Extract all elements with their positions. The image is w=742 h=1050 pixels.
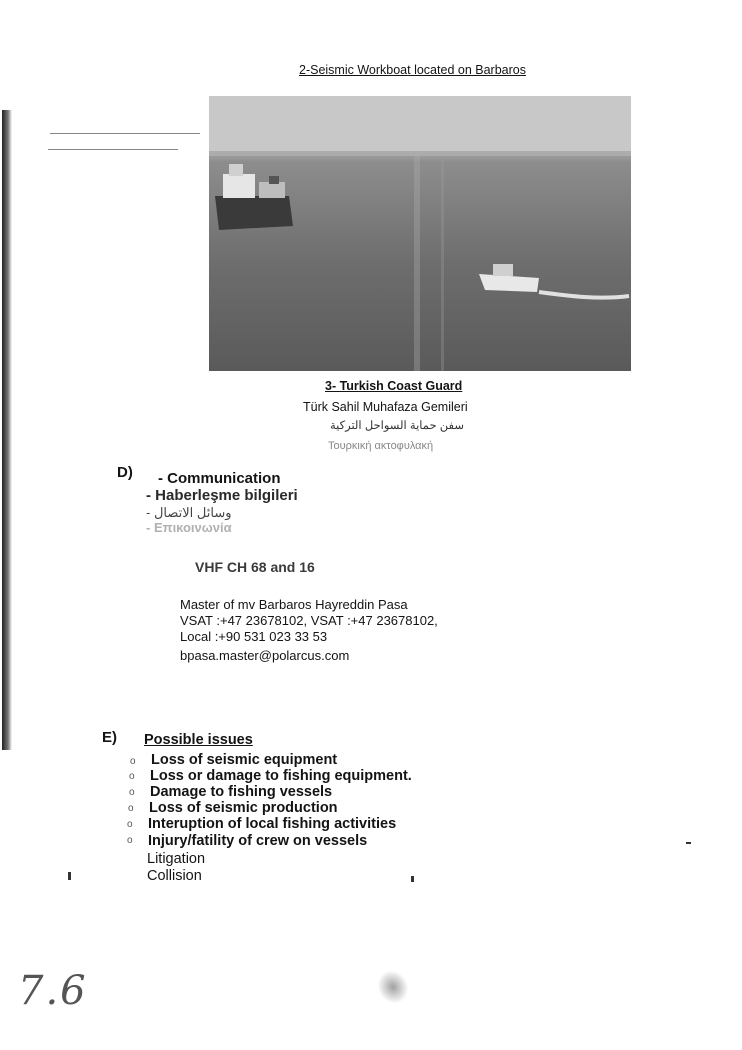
possible-issues-title: Possible issues <box>144 732 253 748</box>
coast-guard-title: 3- Turkish Coast Guard <box>325 379 463 393</box>
scan-dot <box>68 872 71 880</box>
sea-photo <box>209 96 631 371</box>
local-number: Local :+90 531 023 33 53 <box>180 629 328 644</box>
communication-line: - Communication <box>158 470 281 487</box>
issue-item: Litigation <box>147 851 206 867</box>
section-d-letter: D) <box>117 464 133 481</box>
vhf-channels: VHF CH 68 and 16 <box>195 559 315 575</box>
master-email: bpasa.master@polarcus.com <box>180 648 350 663</box>
scan-dot <box>686 842 691 844</box>
communication-line-arabic: - وسائل الاتصال <box>146 505 232 520</box>
bullet-icon: o <box>128 803 134 814</box>
handwritten-note: 7.6 <box>18 968 88 1014</box>
issue-item: Collision <box>147 868 202 884</box>
issue-item: Damage to fishing vessels <box>150 784 333 800</box>
coast-guard-greek: Τουρκική ακτοφυλακή <box>328 440 434 452</box>
issue-item: Loss or damage to fishing equipment. <box>150 768 412 784</box>
vessels-illustration <box>209 96 631 371</box>
scan-line <box>50 133 200 134</box>
coast-guard-turkish: Türk Sahil Muhafaza Gemileri <box>303 400 468 414</box>
issue-item: Interuption of local fishing activities <box>148 816 397 832</box>
bullet-icon: o <box>129 771 135 782</box>
bullet-icon: o <box>130 756 136 767</box>
coast-guard-arabic: سفن حماية السواحل التركية <box>330 420 464 432</box>
left-scan-edge <box>2 110 12 750</box>
issue-item: Loss of seismic equipment <box>151 752 338 768</box>
bullet-icon: o <box>129 787 135 798</box>
master-name: Master of mv Barbaros Hayreddin Pasa <box>180 597 408 612</box>
scan-dot <box>411 876 414 882</box>
workboat-caption: 2-Seismic Workboat located on Barbaros <box>299 63 526 77</box>
scan-line <box>48 149 178 150</box>
issue-item: Loss of seismic production <box>149 800 338 816</box>
section-e-letter: E) <box>102 729 117 746</box>
communication-line-greek: - Επικοινωνία <box>146 520 232 535</box>
communication-line-turkish: - Haberleşme bilgileri <box>146 487 298 504</box>
bullet-icon: o <box>127 819 133 830</box>
scan-smudge <box>372 965 415 1009</box>
vsat-numbers: VSAT :+47 23678102, VSAT :+47 23678102, <box>180 613 438 628</box>
bullet-icon: o <box>127 835 133 846</box>
issue-item: Injury/fatility of crew on vessels <box>148 833 368 849</box>
